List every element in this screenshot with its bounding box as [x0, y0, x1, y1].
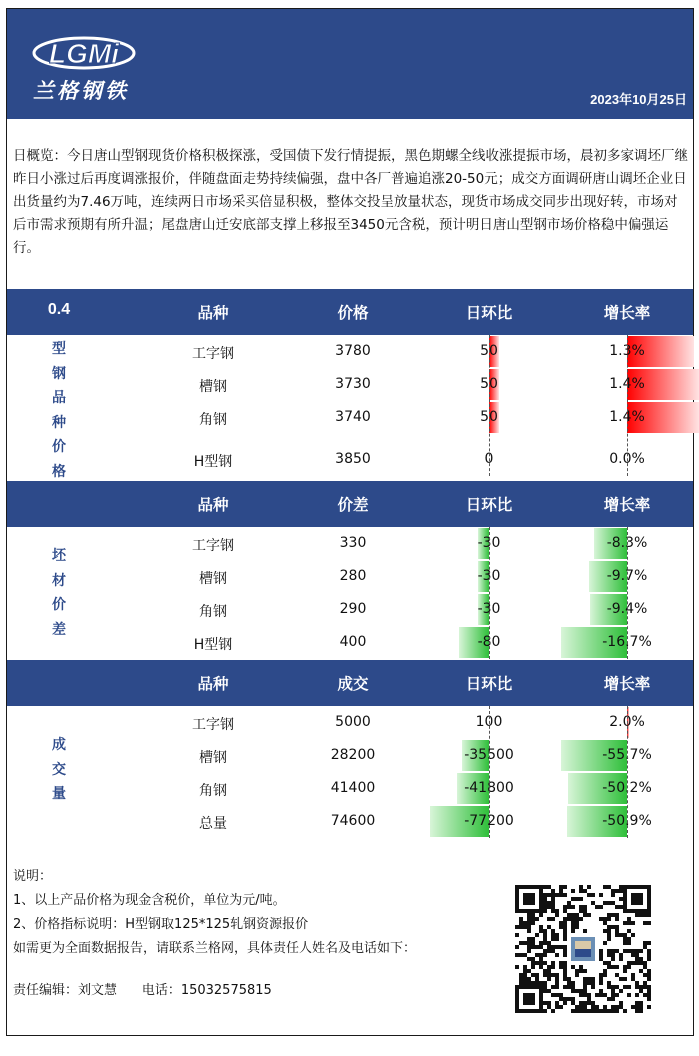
table-row — [7, 368, 693, 401]
editor-name: 责任编辑：刘文慧 — [13, 983, 118, 998]
value-cell: 3850 — [335, 451, 371, 467]
daily-change-cell: 50 — [480, 343, 498, 359]
table-row — [7, 527, 693, 560]
section-label: 坯材价差 — [52, 548, 66, 638]
variety-cell: 工字钢 — [192, 538, 234, 554]
growth-rate-cell: -8.3% — [606, 535, 648, 551]
rate-zero-axis — [627, 527, 628, 659]
value-cell: 290 — [339, 601, 367, 617]
section-header-band — [7, 481, 693, 527]
report-header — [7, 9, 693, 119]
daily-change-cell: -35500 — [464, 747, 514, 763]
col-header-variety: 品种 — [197, 304, 229, 322]
col-header-daily-change: 日环比 — [465, 675, 513, 693]
notes-title: 说明： — [13, 869, 53, 884]
report-date: 2023年10月25日 — [590, 92, 687, 107]
variety-cell: 槽钢 — [199, 379, 227, 395]
variety-cell: 槽钢 — [199, 571, 227, 587]
notes — [13, 865, 416, 961]
daily-change-cell: -41800 — [464, 780, 514, 796]
table-row — [7, 401, 693, 434]
daily-change-cell: 0 — [484, 451, 494, 467]
rate-zero-axis — [627, 335, 628, 476]
growth-rate-cell: -50.9% — [602, 813, 652, 829]
section-header-band — [7, 289, 693, 335]
variety-cell: H型钢 — [193, 637, 233, 653]
section-label: 型钢品种价格 — [52, 341, 66, 480]
col-header-value: 成交 — [337, 675, 369, 693]
change-zero-axis — [489, 335, 490, 476]
table-row — [7, 626, 693, 659]
col-header-daily-change: 日环比 — [465, 304, 513, 322]
growth-rate-cell: 2.0% — [609, 714, 645, 730]
col-header-value: 价差 — [337, 496, 369, 514]
growth-rate-cell: 0.0% — [609, 451, 645, 467]
value-cell: 3780 — [335, 343, 371, 359]
table-row — [7, 335, 693, 368]
growth-rate-cell: 1.4% — [609, 409, 645, 425]
variety-cell: 工字钢 — [192, 717, 234, 733]
table-row — [7, 772, 693, 805]
editor-info — [13, 979, 272, 998]
col-header-value: 价格 — [337, 304, 369, 322]
daily-change-cell: -77200 — [464, 813, 514, 829]
table-row — [7, 443, 693, 476]
notes-line-3: 如需更为全面数据报告，请联系兰格网，具体责任人姓名及电话如下： — [13, 941, 417, 956]
brand-name: 兰格钢铁 — [33, 78, 129, 103]
daily-change-cell: -30 — [477, 601, 501, 617]
report-frame — [6, 8, 694, 1036]
variety-cell: 总量 — [199, 816, 227, 832]
daily-change-cell: -30 — [477, 568, 501, 584]
col-header-growth-rate: 增长率 — [603, 304, 651, 322]
notes-line-1: 1、以上产品价格为现金含税价，单位为元/吨。 — [13, 893, 286, 908]
growth-rate-cell: -50.2% — [602, 780, 652, 796]
col-header-variety: 品种 — [197, 675, 229, 693]
daily-change-cell: 100 — [475, 714, 503, 730]
variety-cell: 角钢 — [199, 604, 227, 620]
band-first-cell: 0.4 — [47, 301, 71, 318]
value-cell: 3730 — [335, 376, 371, 392]
value-cell: 5000 — [335, 714, 371, 730]
section-header-band — [7, 660, 693, 706]
value-cell: 330 — [339, 535, 367, 551]
value-cell: 74600 — [330, 813, 376, 829]
variety-cell: 工字钢 — [192, 346, 234, 362]
growth-rate-cell: 1.3% — [609, 343, 645, 359]
growth-rate-cell: -55.7% — [602, 747, 652, 763]
growth-rate-cell: -16.7% — [602, 634, 652, 650]
daily-change-cell: -80 — [477, 634, 501, 650]
growth-rate-cell: -9.4% — [606, 601, 648, 617]
col-header-growth-rate: 增长率 — [603, 496, 651, 514]
daily-change-cell: 50 — [480, 376, 498, 392]
variety-cell: H型钢 — [193, 454, 233, 470]
daily-change-cell: -30 — [477, 535, 501, 551]
variety-cell: 角钢 — [199, 412, 227, 428]
table-row — [7, 805, 693, 838]
value-cell: 3740 — [335, 409, 371, 425]
editor-phone: 电话：15032575815 — [141, 983, 272, 998]
table-row — [7, 593, 693, 626]
value-cell: 41400 — [330, 780, 376, 796]
growth-rate-cell: 1.4% — [609, 376, 645, 392]
rate-zero-axis — [627, 706, 628, 838]
lgmi-logo — [29, 27, 139, 75]
svg-text:LGMi: LGMi — [49, 38, 119, 69]
change-zero-axis — [489, 527, 490, 659]
notes-line-2: 2、价格指标说明：H型钢取125*125轧钢资源报价 — [13, 917, 309, 932]
value-cell: 280 — [339, 568, 367, 584]
variety-cell: 角钢 — [199, 783, 227, 799]
daily-change-cell: 50 — [480, 409, 498, 425]
variety-cell: 槽钢 — [199, 750, 227, 766]
table-row — [7, 739, 693, 772]
change-zero-axis — [489, 706, 490, 838]
table-row — [7, 560, 693, 593]
section-label: 成交量 — [52, 737, 66, 802]
daily-summary: 日概览：今日唐山型钢现货价格积极探涨，受国债下发行情提振，黑色期螺全线收涨提振市场，晨初多家调坯厂继昨日小涨过后再度调涨报价，伴随盘面走势持续偏强，盘中各厂普遍追涨20-50元；成交方面调研唐山调坯企业日出货量约为7.46万吨，连续两日市场采买倍显积极，整体交投呈放量状态，现货市场成交同步出现好转，市场对后市需求预期有所升温；尾盘唐山迁安底部支撑上移报至3450元含税，预计明日唐山型钢市场价格稳中偏强运行。 — [13, 148, 688, 256]
growth-rate-cell: -9.7% — [606, 568, 648, 584]
value-cell: 400 — [339, 634, 367, 650]
col-header-variety: 品种 — [197, 496, 229, 514]
qr-code-icon — [515, 885, 651, 1013]
col-header-daily-change: 日环比 — [465, 496, 513, 514]
table-row — [7, 706, 693, 739]
col-header-growth-rate: 增长率 — [603, 675, 651, 693]
value-cell: 28200 — [330, 747, 376, 763]
